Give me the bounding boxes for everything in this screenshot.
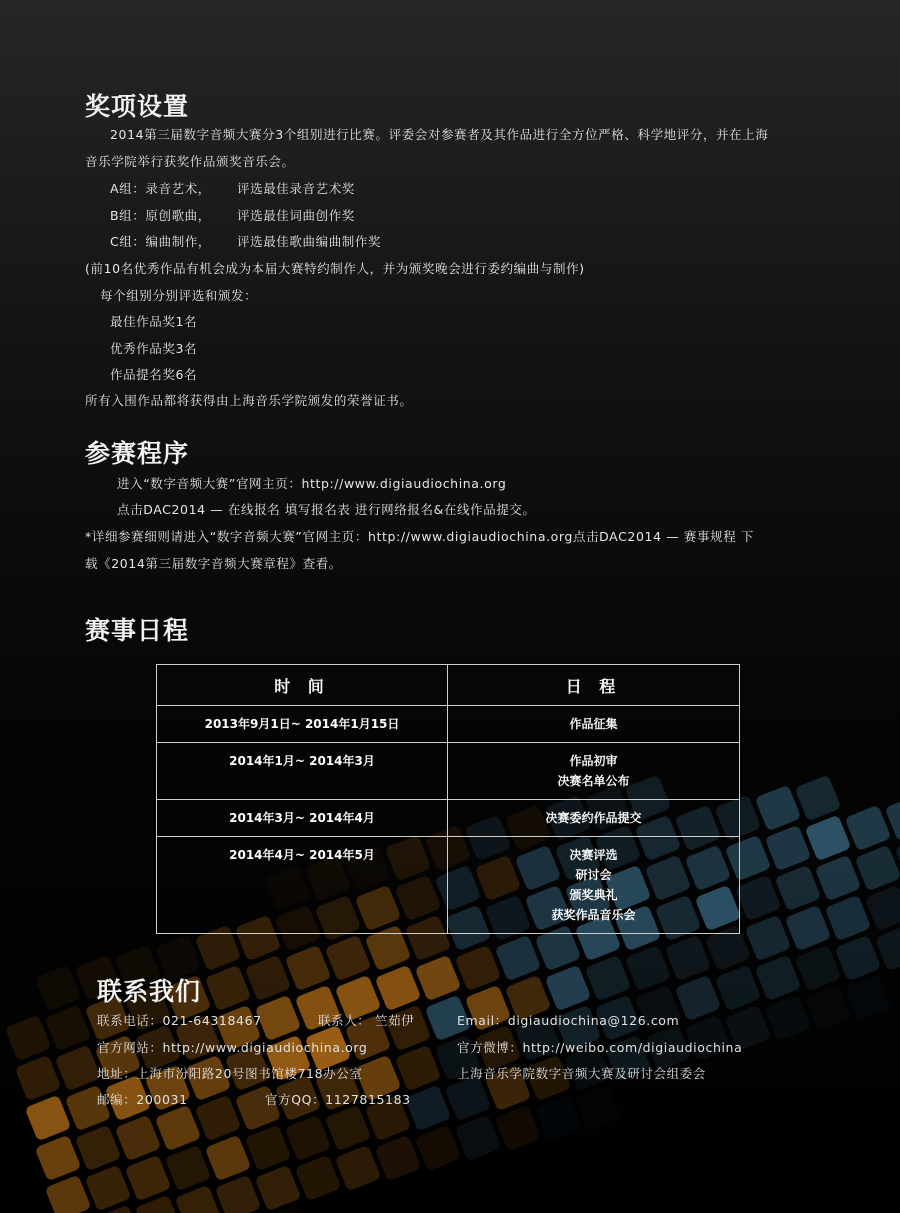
schedule-item: 作品征集 — [569, 717, 618, 731]
awards-heading: 奖项设置 — [85, 92, 190, 121]
schedule-cell — [448, 743, 740, 800]
contact-person: 联系人： 竺茹伊 — [318, 1013, 415, 1028]
table-row — [157, 706, 740, 743]
group-b-name: B组：原创歌曲， — [110, 208, 211, 223]
schedule-heading: 赛事日程 — [85, 616, 190, 645]
prize-best: 最佳作品奖1名 — [110, 314, 198, 329]
awards-note: (前10名优秀作品有机会成为本届大赛特约制作人，并为颁奖晚会进行委约编曲与制作) — [85, 261, 585, 276]
awards-intro-line-2: 音乐学院举行获奖作品颁奖音乐会。 — [85, 154, 295, 169]
schedule-item: 研讨会 — [575, 868, 612, 882]
per-group-text: 每个组别分别评选和颁发： — [100, 288, 258, 303]
time-cell: 2014年1月~ 2014年3月 — [157, 743, 448, 800]
table-row — [157, 743, 740, 800]
contact-organizer: 上海音乐学院数字音频大赛及研讨会组委会 — [457, 1066, 706, 1081]
contact-email[interactable]: Email：digiaudiochina@126.com — [457, 1013, 680, 1028]
certificate-text: 所有入围作品都将获得由上海音乐学院颁发的荣誉证书。 — [85, 393, 413, 408]
schedule-header-row — [157, 665, 740, 706]
schedule-item: 决赛评选 — [569, 848, 618, 862]
procedure-detail-line-2: 载《2014第三届数字音频大赛章程》查看。 — [85, 556, 342, 571]
group-a-award: 评选最佳录音艺术奖 — [237, 181, 355, 196]
table-row — [157, 837, 740, 934]
contact-address: 地址：上海市汾阳路20号图书馆楼718办公室 — [97, 1066, 363, 1081]
contact-website[interactable]: 官方网站：http://www.digiaudiochina.org — [97, 1040, 368, 1055]
schedule-item: 决赛名单公布 — [557, 774, 630, 788]
time-cell: 2014年4月~ 2014年5月 — [157, 837, 448, 934]
contact-postcode: 邮编：200031 — [97, 1092, 188, 1107]
schedule-cell — [448, 706, 740, 743]
schedule-cell — [448, 800, 740, 837]
procedure-step-2: 点击DAC2014 — 在线报名 填写报名表 进行网络报名&在线作品提交。 — [117, 502, 536, 517]
table-row — [157, 800, 740, 837]
group-c-award: 评选最佳歌曲编曲制作奖 — [237, 234, 382, 249]
prize-nomination: 作品提名奖6名 — [110, 367, 198, 382]
schedule-item: 作品初审 — [569, 754, 618, 768]
procedure-detail-line-1: *详细参赛细则请进入“数字音频大赛”官网主页：http://www.digiaudiochina.org点击DAC2014 — 赛事规程 下 — [85, 529, 754, 544]
contact-heading: 联系我们 — [97, 977, 202, 1006]
schedule-item: 颁奖典礼 — [569, 888, 618, 902]
awards-intro-line-1: 2014第三届数字音频大赛分3个组别进行比赛。评委会对参赛者及其作品进行全方位严格、科学地评分，并在上海 — [110, 127, 769, 142]
schedule-column-header: 日 程 — [448, 665, 740, 706]
schedule-cell — [448, 837, 740, 934]
procedure-heading: 参赛程序 — [85, 439, 190, 468]
time-column-header: 时 间 — [157, 665, 448, 706]
group-c-name: C组：编曲制作， — [110, 234, 212, 249]
contact-qq: 官方QQ：1127815183 — [265, 1092, 411, 1107]
time-cell: 2014年3月~ 2014年4月 — [157, 800, 448, 837]
time-cell: 2013年9月1日~ 2014年1月15日 — [157, 706, 448, 743]
contact-phone: 联系电话：021-64318467 — [97, 1013, 262, 1028]
group-b-award: 评选最佳词曲创作奖 — [237, 208, 355, 223]
schedule-item: 决赛委约作品提交 — [545, 811, 642, 825]
contact-weibo[interactable]: 官方微博：http://weibo.com/digiaudiochina — [457, 1040, 743, 1055]
schedule-table — [156, 664, 740, 934]
prize-excellent: 优秀作品奖3名 — [110, 341, 198, 356]
procedure-step-1: 进入“数字音频大赛”官网主页：http://www.digiaudiochina.org — [117, 476, 507, 491]
schedule-item: 获奖作品音乐会 — [551, 908, 636, 922]
group-a-name: A组：录音艺术， — [110, 181, 211, 196]
